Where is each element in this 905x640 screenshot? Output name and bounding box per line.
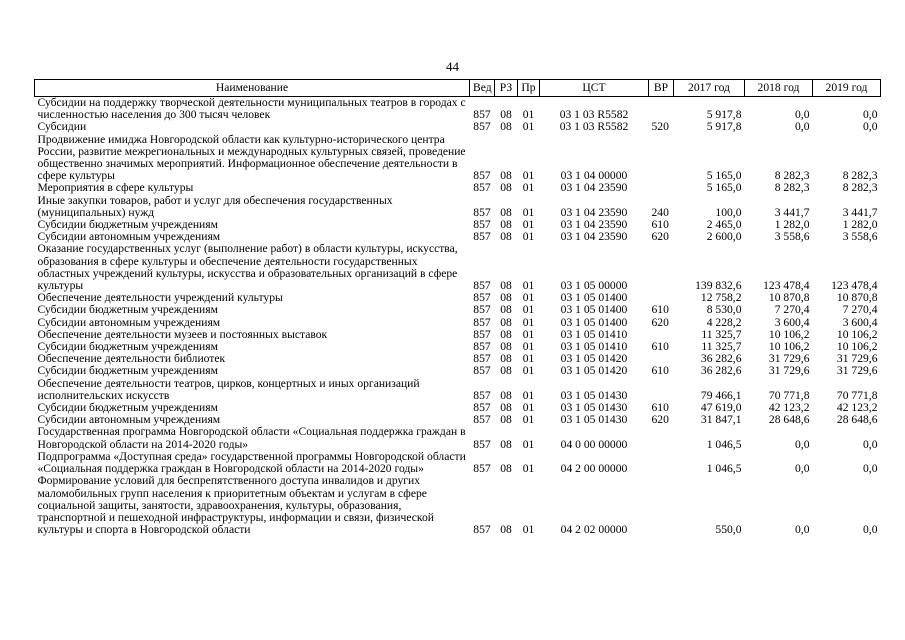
row-vr <box>649 451 674 475</box>
row-cst: 03 1 03 R5582 <box>559 120 629 134</box>
row-cst: 04 2 00 00000 <box>560 462 628 476</box>
row-name: Субсидии бюджетным учреждениям <box>37 303 218 317</box>
row-2017: 36 282,6 <box>700 352 742 366</box>
row-vr: 620 <box>651 315 669 329</box>
row-2018: 10 106,2 <box>768 327 810 341</box>
row-pr: 01 <box>522 388 535 402</box>
row-pr: 01 <box>522 181 535 195</box>
row-2018: 31 729,6 <box>768 364 810 378</box>
row-rz: 08 <box>500 108 512 122</box>
row-cst: 03 1 05 01400 <box>560 315 628 329</box>
row-rz: 08 <box>500 315 512 329</box>
row-rz: 08 <box>500 340 512 354</box>
row-vr: 240 <box>651 205 669 219</box>
row-2017: 5 917,8 <box>706 120 742 134</box>
row-cst: 03 1 04 23590 <box>560 230 628 244</box>
row-ved: 857 <box>473 352 491 366</box>
row-cst: 03 1 03 R5582 <box>559 108 629 122</box>
row-2017: 5 917,8 <box>706 108 742 122</box>
row-cst: 04 2 02 00000 <box>560 523 628 537</box>
row-name: Субсидии автономным учреждениям <box>37 230 221 244</box>
row-name: Формирование условий для беспрепятственного доступа инвалидов и других маломобильных групп населения к приоритетным объектам и услугам в сфере социальной защиты, занятости, здравоохранения, культуры, образования, транспортной и пешеходной инфраструктуры, информации и связи, физической культуры и спорта в Новгородской области <box>37 474 434 537</box>
row-2018: 70 771,8 <box>768 388 810 402</box>
row-rz: 08 <box>500 303 512 317</box>
row-vr: 620 <box>651 230 669 244</box>
row-2019: 0,0 <box>863 120 878 134</box>
row-2017: 79 466,1 <box>700 388 742 402</box>
row-pr: 01 <box>522 327 535 341</box>
row-2017: 11 325,7 <box>701 340 742 354</box>
row-name: Субсидии бюджетным учреждениям <box>37 218 218 232</box>
row-vr: 610 <box>651 364 669 378</box>
row-name: Субсидии на поддержку творческой деятельности муниципальных театров в городах с численностью населения до 300 тысяч человек <box>37 96 466 122</box>
row-ved: 857 <box>473 303 491 317</box>
row-ved: 857 <box>473 218 491 232</box>
row-rz: 08 <box>500 169 512 183</box>
row-vr <box>649 426 674 450</box>
row-pr: 01 <box>522 169 535 183</box>
row-2018: 0,0 <box>795 462 810 476</box>
row-2019: 0,0 <box>863 437 878 451</box>
row-cst: 04 0 00 00000 <box>560 437 628 451</box>
row-name: Субсидии <box>37 120 87 134</box>
page-number: 44 <box>446 59 459 74</box>
header-rz: РЗ <box>495 80 518 97</box>
row-rz: 08 <box>500 120 512 134</box>
row-vr: 610 <box>651 303 669 317</box>
row-2019: 123 478,4 <box>831 279 878 293</box>
row-rz: 08 <box>500 523 512 537</box>
row-pr: 01 <box>522 279 535 293</box>
row-2017: 100,0 <box>715 205 742 219</box>
row-name: Оказание государственных услуг (выполнение работ) в области культуры, искусства, образования в сфере культуры и обеспечение деятельности государственных областных учреждений культуры, искусства и образовательных организаций в сфере культуры <box>37 242 458 293</box>
row-vr: 610 <box>651 401 669 415</box>
row-name: Обеспечение деятельности библиотек <box>37 352 226 366</box>
row-2019: 8 282,3 <box>842 169 878 183</box>
row-cst: 03 1 04 00000 <box>560 169 628 183</box>
row-2018: 123 478,4 <box>763 279 810 293</box>
row-2017: 31 847,1 <box>700 413 742 427</box>
row-2017: 47 619,0 <box>700 401 742 415</box>
row-vr: 610 <box>651 340 669 354</box>
row-pr: 01 <box>522 340 535 354</box>
row-rz: 08 <box>500 291 512 305</box>
row-name: Государственная программа Новгородской области «Социальная поддержка граждан в Новгородской области на 2014-2020 годы» <box>37 425 466 451</box>
row-2018: 8 282,3 <box>774 181 810 195</box>
row-name: Продвижение имиджа Новгородской области как культурно-исторического центра России, развитие межрегиональных и международных культурных связей, проведение общественно значимых мероприятий. Информационное обеспечение деятельности в сфере культуры <box>37 132 466 183</box>
row-cst: 03 1 05 00000 <box>560 279 628 293</box>
row-2018: 0,0 <box>795 108 810 122</box>
header-cst: ЦСТ <box>540 80 649 97</box>
row-name: Обеспечение деятельности музеев и постоянных выставок <box>37 327 328 341</box>
row-2018: 31 729,6 <box>768 352 810 366</box>
table-row <box>35 475 881 536</box>
header-2018: 2018 год <box>745 80 813 97</box>
row-2017: 8 530,0 <box>706 303 742 317</box>
row-ved: 857 <box>473 327 491 341</box>
table-row <box>35 97 881 122</box>
row-cst: 03 1 05 01420 <box>560 352 628 366</box>
row-2017: 1 046,5 <box>706 437 742 451</box>
row-ved: 857 <box>473 523 491 537</box>
row-2018: 0,0 <box>795 523 810 537</box>
row-ved: 857 <box>473 413 491 427</box>
row-2019: 42 123,2 <box>836 401 878 415</box>
table-row <box>35 182 881 194</box>
row-2017: 12 758,2 <box>700 291 742 305</box>
row-vr: 610 <box>651 218 669 232</box>
row-ved: 857 <box>473 230 491 244</box>
row-2018: 28 648,6 <box>768 413 810 427</box>
row-vr <box>649 182 674 194</box>
row-2019: 0,0 <box>863 523 878 537</box>
row-2018: 42 123,2 <box>768 401 810 415</box>
row-2019: 70 771,8 <box>836 388 878 402</box>
row-2019: 10 870,8 <box>836 291 878 305</box>
row-2017: 5 165,0 <box>706 181 742 195</box>
row-ved: 857 <box>473 388 491 402</box>
row-pr: 01 <box>522 315 535 329</box>
row-2017: 11 325,7 <box>701 327 742 341</box>
row-pr: 01 <box>522 523 535 537</box>
row-ved: 857 <box>473 291 491 305</box>
row-2019: 0,0 <box>863 462 878 476</box>
row-pr: 01 <box>522 352 535 366</box>
row-2019: 10 106,2 <box>836 340 878 354</box>
table-row <box>35 365 881 377</box>
row-rz: 08 <box>500 437 512 451</box>
table-row <box>35 451 881 475</box>
header-vr: ВР <box>649 80 674 97</box>
row-2019: 0,0 <box>863 108 878 122</box>
header-ved: Вед <box>470 80 495 97</box>
row-ved: 857 <box>473 364 491 378</box>
row-vr <box>649 378 674 402</box>
table-row <box>35 134 881 183</box>
row-cst: 03 1 05 01430 <box>560 401 628 415</box>
row-vr: 520 <box>651 120 669 134</box>
row-pr: 01 <box>522 291 535 305</box>
row-vr <box>649 243 674 292</box>
row-rz: 08 <box>500 218 512 232</box>
row-2018: 3 558,6 <box>774 230 810 244</box>
table-row <box>35 195 881 219</box>
row-2019: 10 106,2 <box>836 327 878 341</box>
table-row <box>35 121 881 133</box>
row-2019: 7 270,4 <box>842 303 878 317</box>
row-vr <box>649 475 674 536</box>
row-name: Субсидии бюджетным учреждениям <box>37 364 218 378</box>
row-2019: 8 282,3 <box>842 181 878 195</box>
row-cst: 03 1 05 01410 <box>560 327 628 341</box>
row-pr: 01 <box>522 413 535 427</box>
row-cst: 03 1 04 23590 <box>560 205 628 219</box>
row-name: Иные закупки товаров, работ и услуг для обеспечения государственных (муниципальных) нужд <box>37 193 393 219</box>
row-2019: 28 648,6 <box>836 413 878 427</box>
row-rz: 08 <box>500 413 512 427</box>
row-2017: 2 600,0 <box>706 230 742 244</box>
row-name: Субсидии бюджетным учреждениям <box>37 401 218 415</box>
row-2019: 3 441,7 <box>842 205 878 219</box>
table-row <box>35 426 881 450</box>
row-2018: 10 106,2 <box>768 340 810 354</box>
row-pr: 01 <box>522 230 535 244</box>
header-name: Наименование <box>35 80 470 97</box>
row-ved: 857 <box>473 120 491 134</box>
row-2017: 139 832,6 <box>695 279 742 293</box>
row-name: Субсидии бюджетным учреждениям <box>37 340 218 354</box>
row-2019: 1 282,0 <box>842 218 878 232</box>
row-2019: 3 600,4 <box>842 315 878 329</box>
row-pr: 01 <box>522 218 535 232</box>
table-row <box>35 378 881 402</box>
row-ved: 857 <box>473 108 491 122</box>
row-2017: 550,0 <box>715 523 742 537</box>
row-2019: 31 729,6 <box>836 364 878 378</box>
row-cst: 03 1 05 01430 <box>560 413 628 427</box>
row-2018: 8 282,3 <box>774 169 810 183</box>
row-cst: 03 1 04 23590 <box>560 181 628 195</box>
table-row <box>35 304 881 316</box>
row-vr: 620 <box>651 413 669 427</box>
row-2018: 3 441,7 <box>774 205 810 219</box>
row-rz: 08 <box>500 327 512 341</box>
row-2017: 4 228,2 <box>706 315 742 329</box>
row-rz: 08 <box>500 462 512 476</box>
row-pr: 01 <box>522 120 535 134</box>
row-cst: 03 1 04 23590 <box>560 218 628 232</box>
row-2017: 36 282,6 <box>700 364 742 378</box>
row-pr: 01 <box>522 462 535 476</box>
row-2017: 1 046,5 <box>706 462 742 476</box>
row-rz: 08 <box>500 352 512 366</box>
row-ved: 857 <box>473 279 491 293</box>
table-body <box>35 97 881 537</box>
row-2019: 3 558,6 <box>842 230 878 244</box>
row-2017: 5 165,0 <box>706 169 742 183</box>
header-pr: Пр <box>518 80 540 97</box>
row-ved: 857 <box>473 205 491 219</box>
row-ved: 857 <box>473 437 491 451</box>
row-name: Мероприятия в сфере культуры <box>37 181 194 195</box>
row-cst: 03 1 05 01430 <box>560 388 628 402</box>
row-name: Обеспечение деятельности учреждений культуры <box>37 291 283 305</box>
row-pr: 01 <box>522 364 535 378</box>
row-cst: 03 1 05 01410 <box>560 340 628 354</box>
row-2019: 31 729,6 <box>836 352 878 366</box>
row-ved: 857 <box>473 401 491 415</box>
row-name: Подпрограмма «Доступная среда» государственной программы Новгородской области «Социальная поддержка граждан в Новгородской области на 2014-2020 годы» <box>37 449 466 476</box>
row-pr: 01 <box>522 303 535 317</box>
row-pr: 01 <box>522 108 535 122</box>
row-vr <box>649 134 674 183</box>
row-rz: 08 <box>500 230 512 244</box>
row-rz: 08 <box>500 279 512 293</box>
row-ved: 857 <box>473 462 491 476</box>
row-2018: 1 282,0 <box>774 218 810 232</box>
row-rz: 08 <box>500 181 512 195</box>
row-cst: 03 1 05 01400 <box>560 303 628 317</box>
row-ved: 857 <box>473 340 491 354</box>
table-header-row <box>35 80 881 97</box>
row-vr <box>649 97 674 122</box>
row-rz: 08 <box>500 364 512 378</box>
row-2018: 0,0 <box>795 120 810 134</box>
row-name: Обеспечение деятельности театров, цирков, концертных и иных организаций исполнительских искусств <box>37 376 420 402</box>
row-cst: 03 1 05 01400 <box>560 291 628 305</box>
row-ved: 857 <box>473 169 491 183</box>
row-pr: 01 <box>522 401 535 415</box>
row-name: Субсидии автономным учреждениям <box>37 413 221 427</box>
row-rz: 08 <box>500 205 512 219</box>
row-name: Субсидии автономным учреждениям <box>37 315 221 329</box>
row-rz: 08 <box>500 388 512 402</box>
row-cst: 03 1 05 01420 <box>560 364 628 378</box>
table-row <box>35 243 881 292</box>
row-pr: 01 <box>522 205 535 219</box>
row-pr: 01 <box>522 437 535 451</box>
row-rz: 08 <box>500 401 512 415</box>
row-2018: 7 270,4 <box>774 303 810 317</box>
row-2018: 3 600,4 <box>774 315 810 329</box>
row-ved: 857 <box>473 315 491 329</box>
header-2017: 2017 год <box>674 80 745 97</box>
budget-table <box>34 79 881 536</box>
row-ved: 857 <box>473 181 491 195</box>
row-2018: 10 870,8 <box>768 291 810 305</box>
header-2019: 2019 год <box>813 80 881 97</box>
row-2018: 0,0 <box>795 437 810 451</box>
row-2017: 2 465,0 <box>706 218 742 232</box>
